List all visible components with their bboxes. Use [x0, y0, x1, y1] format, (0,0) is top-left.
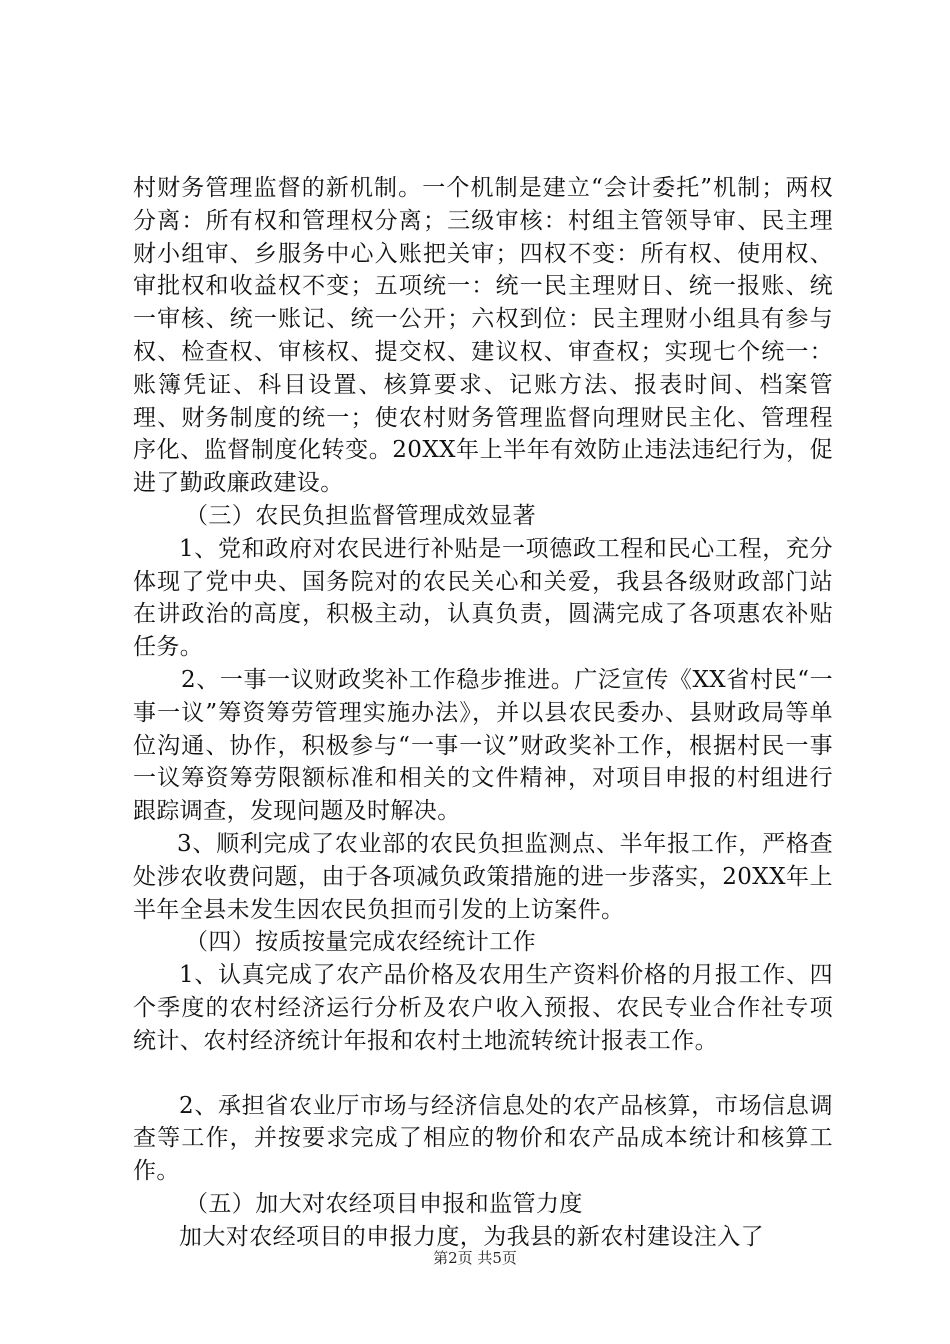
paragraph-item-1: 1、党和政府对农民进行补贴是一项德政工程和民心工程，充分体现了党中央、国务院对的农民关心和关爱，我县各级财政部门站在讲政治的高度，积极主动，认真负责，圆满完成了各项惠农补贴任务。 [133, 535, 833, 661]
section-heading-3: （三）农民负担监督管理成效显著 [185, 502, 536, 529]
paragraph-spacer [133, 1058, 833, 1090]
paragraph-projects: 加大对农经项目的申报力度，为我县的新农村建设注入了 [179, 1223, 764, 1250]
document-body [133, 172, 833, 1254]
paragraph-stats-2: 2、承担省农业厅市场与经济信息处的农产品核算，市场信息调查等工作，并按要求完成了相应的物价和农产品成本统计和核算工作。 [133, 1092, 833, 1185]
paragraph-item-3: 3、顺利完成了农业部的农民负担监测点、半年报工作，严格查处涉农收费问题，由于各项减负政策措施的进一步落实，20XX年上半年全县未发生因农民负担而引发的上访案件。 [133, 830, 833, 923]
section-heading-5: （五）加大对农经项目申报和监管力度 [185, 1190, 583, 1217]
paragraph-item-2: 2、一事一议财政奖补工作稳步推进。广泛宣传《XX省村民“一事一议”筹资筹劳管理实施办法》，并以县农民委办、县财政局等单位沟通、协作，积极参与“一事一议”财政奖补工作，根据村民一事一议筹资筹劳限额标准和相关的文件精神，对项目申报的村组进行跟踪调查，发现问题及时解决。 [133, 666, 833, 825]
paragraph-finance-mechanism: 村财务管理监督的新机制。一个机制是建立“会计委托”机制；两权分离：所有权和管理权分离；三级审核：村组主管领导审、民主理财小组审、乡服务中心入账把关审；四权不变：所有权、使用权、审批权和收益权不变；五项统一：统一民主理财日、统一报账、统一审核、统一账记、统一公开；六权到位：民主理财小组具有参与权、检查权、审核权、提交权、建议权、审查权；实现七个统一：账簿凭证、科目设置、核算要求、记账方法、报表时间、档案管理、财务制度的统一；使农村财务管理监督向理财民主化、管理程序化、监督制度化转变。20XX年上半年有效防止违法违纪行为，促进了勤政廉政建设。 [133, 175, 833, 497]
paragraph-stats-1: 1、认真完成了农产品价格及农用生产资料价格的月报工作、四个季度的农村经济运行分析及农户收入预报、农民专业合作社专项统计、农村经济统计年报和农村土地流转统计报表工作。 [133, 962, 833, 1054]
section-heading-4: （四）按质按量完成农经统计工作 [185, 929, 536, 956]
page-number: 第2页 共5页 [433, 1249, 517, 1267]
